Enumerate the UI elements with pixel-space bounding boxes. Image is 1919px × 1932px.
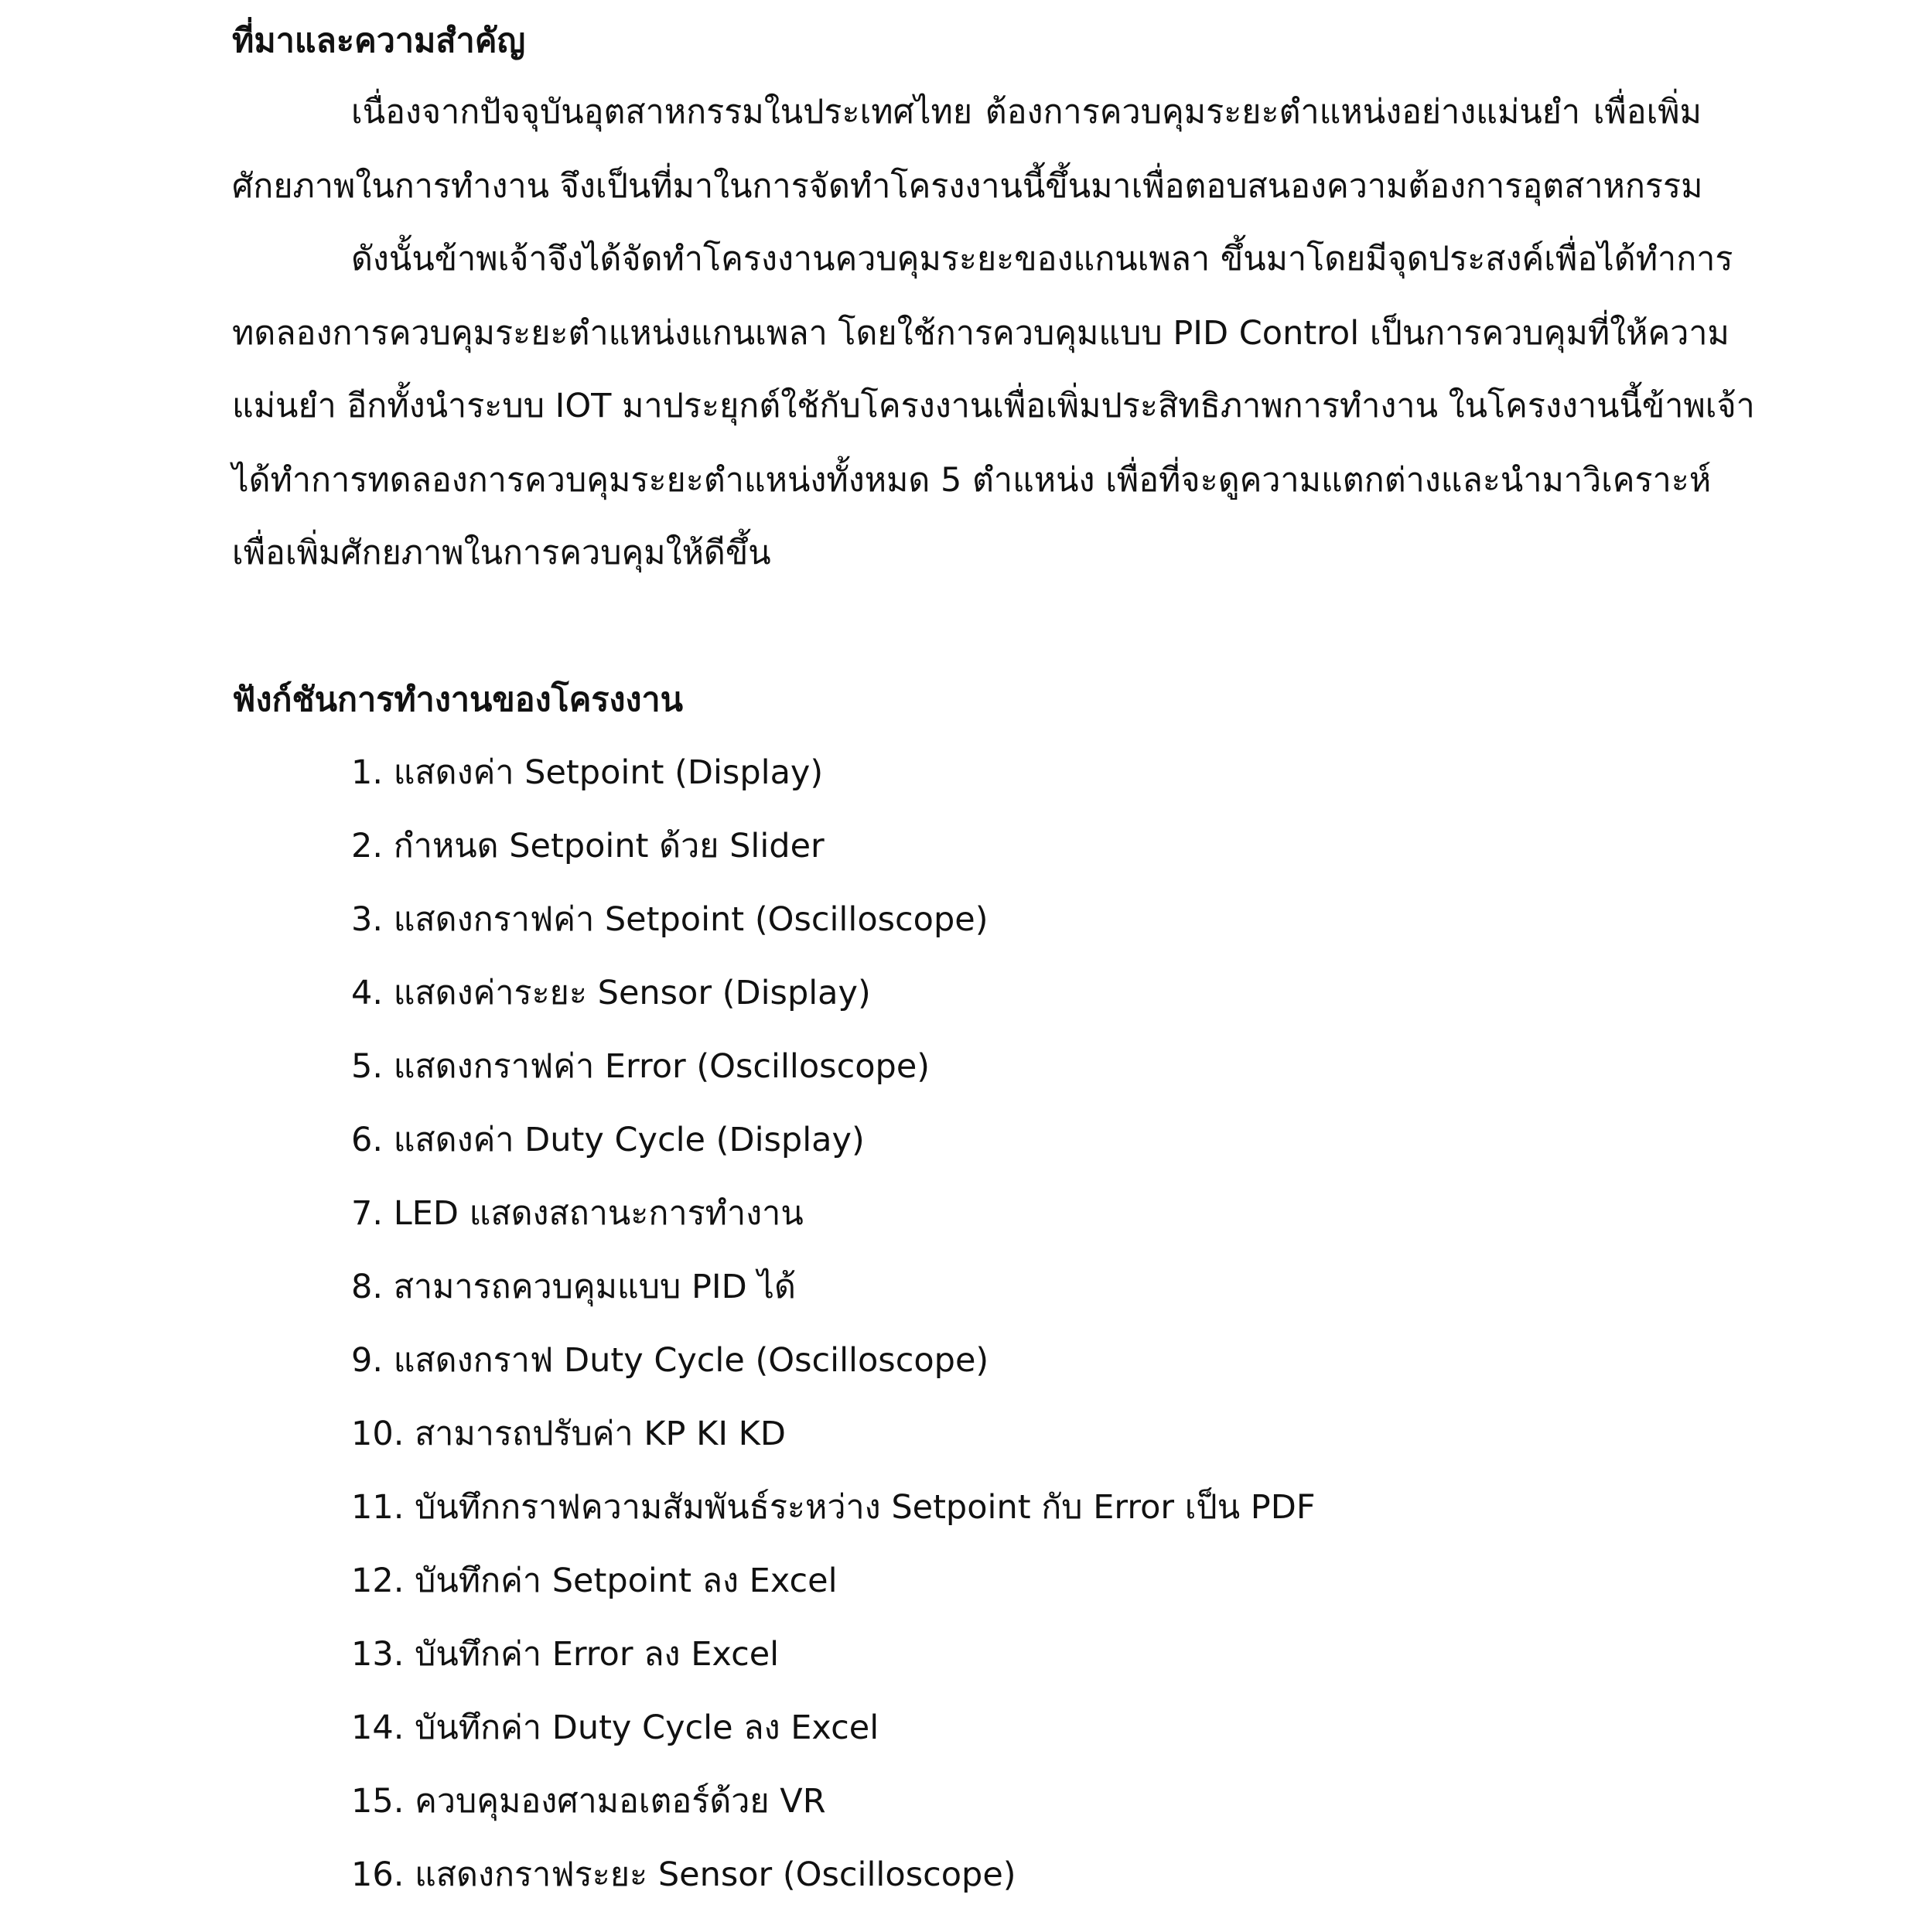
list-item-number: 14.: [351, 1708, 405, 1747]
list-item-number: 6.: [351, 1121, 384, 1159]
paragraph-line: ศักยภาพในการทำงาน จึงเป็นที่มาในการจัดทำโครงงานนี้ขึ้นมาเพื่อตอบสนองความต้องการอุตสาหกรรม: [232, 167, 1703, 206]
list-item: [351, 1635, 1316, 1712]
paragraph-line: เนื่องจากปัจจุบันอุตสาหกรรมในประเทศไทย ต้องการควบคุมระยะตำแหน่งอย่างแม่นยำ เพื่อเพิ่ม: [351, 93, 1702, 131]
paragraph-line: เพื่อเพิ่มศักยภาพในการควบคุมให้ดีขึ้น: [232, 534, 771, 572]
list-item: [351, 1488, 1316, 1565]
list-item-number: 4.: [351, 974, 384, 1012]
list-item: [351, 827, 1316, 903]
list-item-number: 15.: [351, 1782, 405, 1821]
list-item-number: 8.: [351, 1268, 384, 1306]
list-item-text: บันทึกค่า Error ลง Excel: [415, 1635, 780, 1674]
list-item-text: บันทึกกราฟความสัมพันธ์ระหว่าง Setpoint กับ Error เป็น PDF: [415, 1488, 1316, 1527]
function-list: [351, 753, 1316, 1932]
list-item-text: LED แสดงสถานะการทำงาน: [393, 1194, 804, 1233]
list-item-text: แสดงกราฟค่า Setpoint (Oscilloscope): [393, 900, 989, 939]
section-heading-functions: ฟังก์ชันการทำงานของโครงงาน: [232, 681, 684, 719]
list-item-text: กำหนด Setpoint ด้วย Slider: [393, 827, 825, 865]
list-item: [351, 1194, 1316, 1271]
list-item-text: แสดงค่า Setpoint (Display): [393, 753, 824, 792]
list-item-text: บันทึกค่า Duty Cycle ลง Excel: [415, 1708, 879, 1747]
list-item: [351, 900, 1316, 977]
list-item-text: แสดงค่า Duty Cycle (Display): [393, 1121, 865, 1159]
list-item-number: 10.: [351, 1415, 405, 1453]
list-item-text: แสดงกราฟค่า Error (Oscilloscope): [393, 1047, 930, 1086]
list-item-text: แสดงกราฟระยะ Sensor (Oscilloscope): [415, 1855, 1016, 1894]
list-item-text: แสดงกราฟ Duty Cycle (Oscilloscope): [393, 1341, 989, 1380]
paragraph-line: แม่นยำ อีกทั้งนำระบบ IOT มาประยุกต์ใช้กับโครงงานเพื่อเพิ่มประสิทธิภาพการทำงาน ในโครงงานนี้ข้าพเจ้า: [232, 387, 1755, 425]
list-item-number: 16.: [351, 1855, 405, 1894]
list-item-number: 7.: [351, 1194, 384, 1233]
list-item-text: แสดงค่าระยะ Sensor (Display): [393, 974, 871, 1012]
paragraph-line: ทดลองการควบคุมระยะตำแหน่งแกนเพลา โดยใช้การควบคุมแบบ PID Control เป็นการควบคุมที่ให้ความ: [232, 314, 1729, 353]
list-item-number: 5.: [351, 1047, 384, 1086]
list-item-number: 12.: [351, 1562, 405, 1600]
list-item: [351, 1855, 1316, 1932]
list-item: [351, 974, 1316, 1050]
list-item-number: 2.: [351, 827, 384, 865]
list-item: [351, 1562, 1316, 1638]
list-item: [351, 1708, 1316, 1785]
list-item: [351, 1415, 1316, 1491]
list-item: [351, 1782, 1316, 1859]
list-item-text: ควบคุมองศามอเตอร์ด้วย VR: [415, 1782, 826, 1821]
list-item-number: 1.: [351, 753, 384, 792]
list-item-text: สามารถปรับค่า KP KI KD: [415, 1415, 786, 1453]
list-item: [351, 1341, 1316, 1418]
list-item-text: สามารถควบคุมแบบ PID ได้: [393, 1268, 796, 1306]
list-item: [351, 1047, 1316, 1124]
list-item-number: 3.: [351, 900, 384, 939]
list-item: [351, 1121, 1316, 1197]
section-heading-background: ที่มาและความสำคัญ: [232, 22, 526, 60]
list-item-number: 11.: [351, 1488, 405, 1527]
paragraph-line: ได้ทำการทดลองการควบคุมระยะตำแหน่งทั้งหมด 5 ตำแหน่ง เพื่อที่จะดูความแตกต่างและนำมาวิเคราะห์: [232, 461, 1712, 500]
list-item: [351, 753, 1316, 830]
list-item-number: 13.: [351, 1635, 405, 1674]
list-item-number: 9.: [351, 1341, 384, 1380]
list-item: [351, 1268, 1316, 1344]
paragraph-line: ดังนั้นข้าพเจ้าจึงได้จัดทำโครงงานควบคุมระยะของแกนเพลา ขึ้นมาโดยมีจุดประสงค์เพื่อได้ทำการ: [351, 240, 1733, 278]
list-item-text: บันทึกค่า Setpoint ลง Excel: [415, 1562, 838, 1600]
